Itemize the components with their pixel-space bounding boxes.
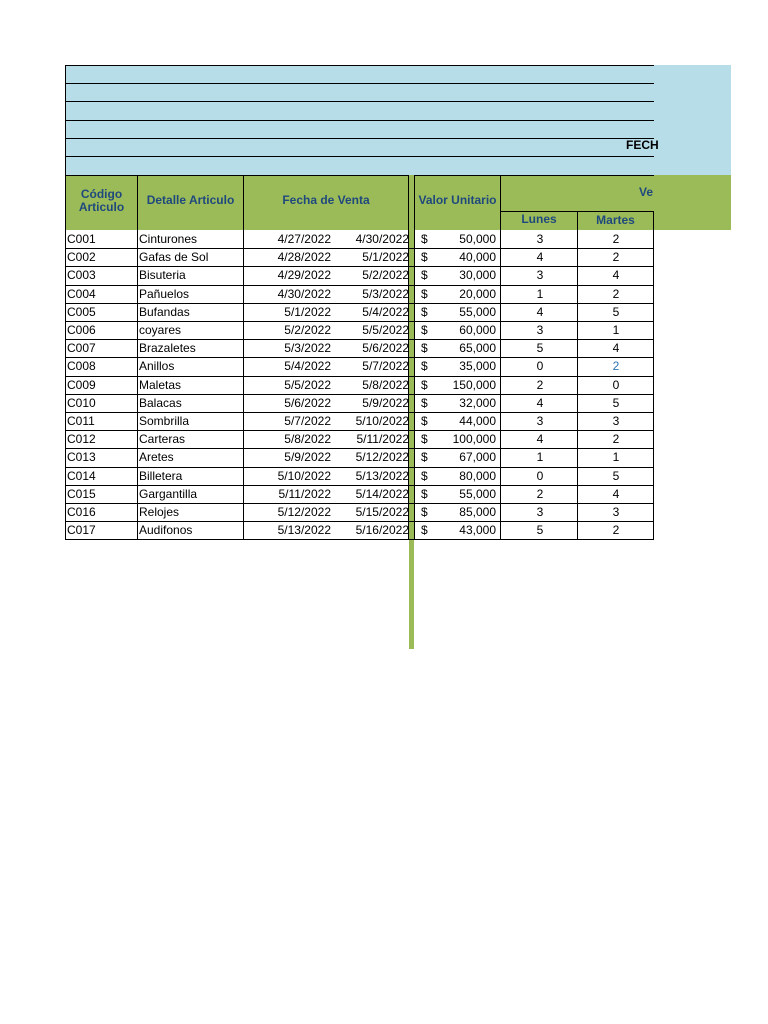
header-codigo: Código Articulo xyxy=(78,187,125,214)
cell-unit-value[interactable]: 55,000 xyxy=(459,304,496,319)
cell-sale-date[interactable]: 4/28/2022 xyxy=(277,250,331,265)
cell-date-2[interactable]: 5/8/2022 xyxy=(362,377,409,392)
cell-currency[interactable]: $ xyxy=(421,395,428,410)
cell-tuesday[interactable]: 1 xyxy=(612,323,620,337)
cell-monday[interactable]: 5 xyxy=(536,523,544,538)
header-valor-unitario: Valor Unitario xyxy=(418,193,497,207)
cell-detail[interactable]: Balacas xyxy=(139,395,182,410)
cell-currency[interactable]: $ xyxy=(421,432,428,447)
cell-detail[interactable]: Gargantilla xyxy=(139,486,198,501)
cell-tuesday[interactable]: 2 xyxy=(612,359,620,374)
table-row[interactable] xyxy=(65,430,654,448)
cell-sale-date[interactable]: 5/6/2022 xyxy=(284,395,331,410)
cell-date-2[interactable]: 5/2/2022 xyxy=(362,268,409,283)
header-lunes: Lunes xyxy=(521,212,557,226)
cell-monday[interactable]: 3 xyxy=(536,323,544,337)
cell-tuesday[interactable]: 1 xyxy=(612,450,620,465)
cell-tuesday[interactable]: 5 xyxy=(612,468,620,483)
cell-date-2[interactable]: 5/5/2022 xyxy=(362,323,409,337)
cell-monday[interactable]: 4 xyxy=(536,432,544,447)
cell-unit-value[interactable]: 80,000 xyxy=(459,468,496,483)
cell-unit-value[interactable]: 30,000 xyxy=(459,268,496,283)
cell-currency[interactable]: $ xyxy=(421,250,428,265)
cell-detail[interactable]: Carteras xyxy=(139,432,186,447)
cell-monday[interactable]: 3 xyxy=(536,232,544,246)
cell-currency[interactable]: $ xyxy=(421,450,428,465)
cell-tuesday[interactable]: 2 xyxy=(612,432,620,447)
cell-currency[interactable]: $ xyxy=(421,377,428,392)
cell-unit-value[interactable]: 55,000 xyxy=(459,486,496,501)
cell-currency[interactable]: $ xyxy=(421,414,428,428)
cell-currency[interactable]: $ xyxy=(421,468,428,483)
cell-code[interactable]: C014 xyxy=(67,468,96,483)
cell-unit-value[interactable]: 85,000 xyxy=(459,505,496,519)
cell-detail[interactable]: Pañuelos xyxy=(139,286,190,301)
cell-date-2[interactable]: 5/14/2022 xyxy=(355,486,409,501)
cell-currency[interactable]: $ xyxy=(421,232,428,246)
cell-detail[interactable]: Anillos xyxy=(139,359,175,374)
cell-code[interactable]: C001 xyxy=(67,232,96,246)
cell-detail[interactable]: Bufandas xyxy=(139,304,190,319)
cell-unit-value[interactable]: 65,000 xyxy=(459,341,496,356)
grid-line xyxy=(65,83,654,84)
cell-monday[interactable]: 2 xyxy=(536,377,544,392)
cell-code[interactable]: C004 xyxy=(67,286,96,301)
cell-currency[interactable]: $ xyxy=(421,359,428,374)
cell-monday[interactable]: 5 xyxy=(536,341,544,356)
cell-date-2[interactable]: 5/3/2022 xyxy=(362,286,409,301)
cell-sale-date[interactable]: 5/2/2022 xyxy=(284,323,331,337)
cell-code[interactable]: C009 xyxy=(67,377,96,392)
table-row[interactable] xyxy=(65,248,654,266)
cell-currency[interactable]: $ xyxy=(421,505,428,519)
cell-date-2[interactable]: 5/9/2022 xyxy=(362,395,409,410)
cell-code[interactable]: C017 xyxy=(67,523,96,538)
table-row[interactable] xyxy=(65,394,654,412)
cell-date-2[interactable]: 5/12/2022 xyxy=(355,450,409,465)
cell-sale-date[interactable]: 5/3/2022 xyxy=(284,341,331,356)
grid-line xyxy=(65,65,66,175)
cell-date-2[interactable]: 5/13/2022 xyxy=(355,468,409,483)
cell-monday[interactable]: 2 xyxy=(536,486,544,501)
cell-code[interactable]: C005 xyxy=(67,304,96,319)
grid-line xyxy=(65,138,654,139)
grid-line xyxy=(65,120,654,121)
cell-date-2[interactable]: 5/7/2022 xyxy=(362,359,409,374)
cell-code[interactable]: C006 xyxy=(67,323,96,337)
grid-line xyxy=(65,101,654,102)
cell-date-2[interactable]: 5/10/2022 xyxy=(355,414,409,428)
cell-sale-date[interactable]: 5/11/2022 xyxy=(278,486,331,501)
cell-monday[interactable]: 3 xyxy=(536,268,544,283)
cell-unit-value[interactable]: 44,000 xyxy=(459,414,496,428)
cell-tuesday[interactable]: 5 xyxy=(612,395,620,410)
cell-detail[interactable]: Cinturones xyxy=(139,232,198,246)
table-row[interactable] xyxy=(65,448,654,466)
cell-currency[interactable]: $ xyxy=(421,323,428,337)
header-martes: Martes xyxy=(596,213,635,227)
table-row[interactable] xyxy=(65,285,654,303)
cell-detail[interactable]: Audifonos xyxy=(139,523,193,538)
table-row[interactable] xyxy=(65,467,654,485)
table-row[interactable] xyxy=(65,230,654,248)
cell-currency[interactable]: $ xyxy=(421,341,428,356)
cell-currency[interactable]: $ xyxy=(421,523,428,538)
cell-tuesday[interactable]: 4 xyxy=(612,486,620,501)
cell-unit-value[interactable]: 60,000 xyxy=(459,323,496,337)
cell-tuesday[interactable]: 3 xyxy=(612,414,620,428)
cell-unit-value[interactable]: 35,000 xyxy=(459,359,496,374)
cell-date-2[interactable]: 5/1/2022 xyxy=(362,250,409,265)
cell-currency[interactable]: $ xyxy=(421,286,428,301)
cell-currency[interactable]: $ xyxy=(421,486,428,501)
cell-tuesday[interactable]: 2 xyxy=(612,232,620,246)
grid-line xyxy=(65,539,654,540)
cell-sale-date[interactable]: 5/5/2022 xyxy=(284,377,331,392)
cell-code[interactable]: C010 xyxy=(67,395,96,410)
cell-detail[interactable]: Billetera xyxy=(139,468,183,483)
cell-detail[interactable]: Sombrilla xyxy=(139,414,190,428)
header-fecha-venta: Fecha de Venta xyxy=(282,193,370,207)
grid-line xyxy=(65,65,654,66)
cell-detail[interactable]: Bisuteria xyxy=(139,268,186,283)
cell-monday[interactable]: 1 xyxy=(536,450,544,465)
cell-detail[interactable]: Maletas xyxy=(139,377,182,392)
table-row[interactable] xyxy=(65,357,654,375)
table-row[interactable] xyxy=(65,521,654,539)
cell-code[interactable]: C002 xyxy=(67,250,96,265)
cell-tuesday[interactable]: 2 xyxy=(612,523,620,538)
cell-code[interactable]: C011 xyxy=(67,414,95,428)
cell-currency[interactable]: $ xyxy=(421,304,428,319)
cell-detail[interactable]: Aretes xyxy=(139,450,174,465)
cell-sale-date[interactable]: 5/1/2022 xyxy=(284,304,331,319)
cell-unit-value[interactable]: 32,000 xyxy=(459,395,496,410)
cell-detail[interactable]: Brazaletes xyxy=(139,341,196,356)
cell-unit-value[interactable]: 67,000 xyxy=(459,450,496,465)
cell-unit-value[interactable]: 50,000 xyxy=(459,232,496,246)
table-row[interactable] xyxy=(65,503,654,521)
cell-tuesday[interactable]: 2 xyxy=(612,250,620,265)
cell-sale-date[interactable]: 5/8/2022 xyxy=(284,432,331,447)
cell-code[interactable]: C012 xyxy=(67,432,96,447)
cell-code[interactable]: C008 xyxy=(67,359,96,374)
cell-monday[interactable]: 4 xyxy=(536,304,544,319)
cell-monday[interactable]: 4 xyxy=(536,250,544,265)
cell-monday[interactable]: 0 xyxy=(536,359,544,374)
cell-unit-value[interactable]: 43,000 xyxy=(459,523,496,538)
table-row[interactable] xyxy=(65,412,654,430)
cell-monday[interactable]: 3 xyxy=(536,414,544,428)
cell-date-2[interactable]: 5/15/2022 xyxy=(355,505,409,519)
table-row[interactable] xyxy=(65,266,654,284)
table-row[interactable] xyxy=(65,485,654,503)
cell-unit-value[interactable]: 100,000 xyxy=(452,432,496,447)
cell-unit-value[interactable]: 40,000 xyxy=(459,250,496,265)
cell-currency[interactable]: $ xyxy=(421,268,428,283)
cell-monday[interactable]: 0 xyxy=(536,468,544,483)
cell-tuesday[interactable]: 4 xyxy=(612,341,620,356)
cell-monday[interactable]: 3 xyxy=(536,505,544,519)
cell-tuesday[interactable]: 5 xyxy=(612,304,620,319)
cell-date-2[interactable]: 5/4/2022 xyxy=(362,304,409,319)
header-detalle: Detalle Articulo xyxy=(146,193,235,207)
grid-line xyxy=(65,175,654,176)
cell-sale-date[interactable]: 5/13/2022 xyxy=(277,523,331,538)
cell-unit-value[interactable]: 20,000 xyxy=(459,286,496,301)
fecha-label: FECH xyxy=(626,138,659,152)
cell-date-2[interactable]: 5/16/2022 xyxy=(355,523,409,538)
cell-tuesday[interactable]: 2 xyxy=(612,286,620,301)
cell-date-2[interactable]: 5/6/2022 xyxy=(362,341,409,356)
cell-tuesday[interactable]: 4 xyxy=(612,268,620,283)
cell-detail[interactable]: Gafas de Sol xyxy=(139,250,209,265)
cell-tuesday[interactable]: 0 xyxy=(612,377,620,392)
table-row[interactable] xyxy=(65,376,654,394)
cell-code[interactable]: C013 xyxy=(67,450,96,465)
cell-code[interactable]: C003 xyxy=(67,268,96,283)
cell-sale-date[interactable]: 5/10/2022 xyxy=(277,468,331,483)
cell-sale-date[interactable]: 5/7/2022 xyxy=(284,414,331,428)
grid-line xyxy=(65,156,654,157)
cell-sale-date[interactable]: 5/9/2022 xyxy=(284,450,331,465)
cell-unit-value[interactable]: 150,000 xyxy=(452,377,496,392)
cell-monday[interactable]: 1 xyxy=(536,286,544,301)
header-ventas: Ve xyxy=(639,185,654,199)
table-row[interactable] xyxy=(65,303,654,321)
table-row[interactable] xyxy=(65,339,654,357)
cell-code[interactable]: C016 xyxy=(67,505,96,519)
cell-date-2[interactable]: 4/30/2022 xyxy=(355,232,409,246)
cell-monday[interactable]: 4 xyxy=(536,395,544,410)
cell-detail[interactable]: Relojes xyxy=(139,505,180,519)
cell-sale-date[interactable]: 4/29/2022 xyxy=(277,268,331,283)
cell-sale-date[interactable]: 4/27/2022 xyxy=(277,232,331,246)
cell-code[interactable]: C007 xyxy=(67,341,96,356)
cell-detail[interactable]: coyares xyxy=(139,323,182,337)
cell-sale-date[interactable]: 5/4/2022 xyxy=(284,359,331,374)
table-row[interactable] xyxy=(65,321,654,339)
cell-sale-date[interactable]: 5/12/2022 xyxy=(277,505,331,519)
cell-date-2[interactable]: 5/11/2022 xyxy=(356,432,409,447)
cell-code[interactable]: C015 xyxy=(67,486,96,501)
cell-tuesday[interactable]: 3 xyxy=(612,505,620,519)
cell-sale-date[interactable]: 4/30/2022 xyxy=(277,286,331,301)
